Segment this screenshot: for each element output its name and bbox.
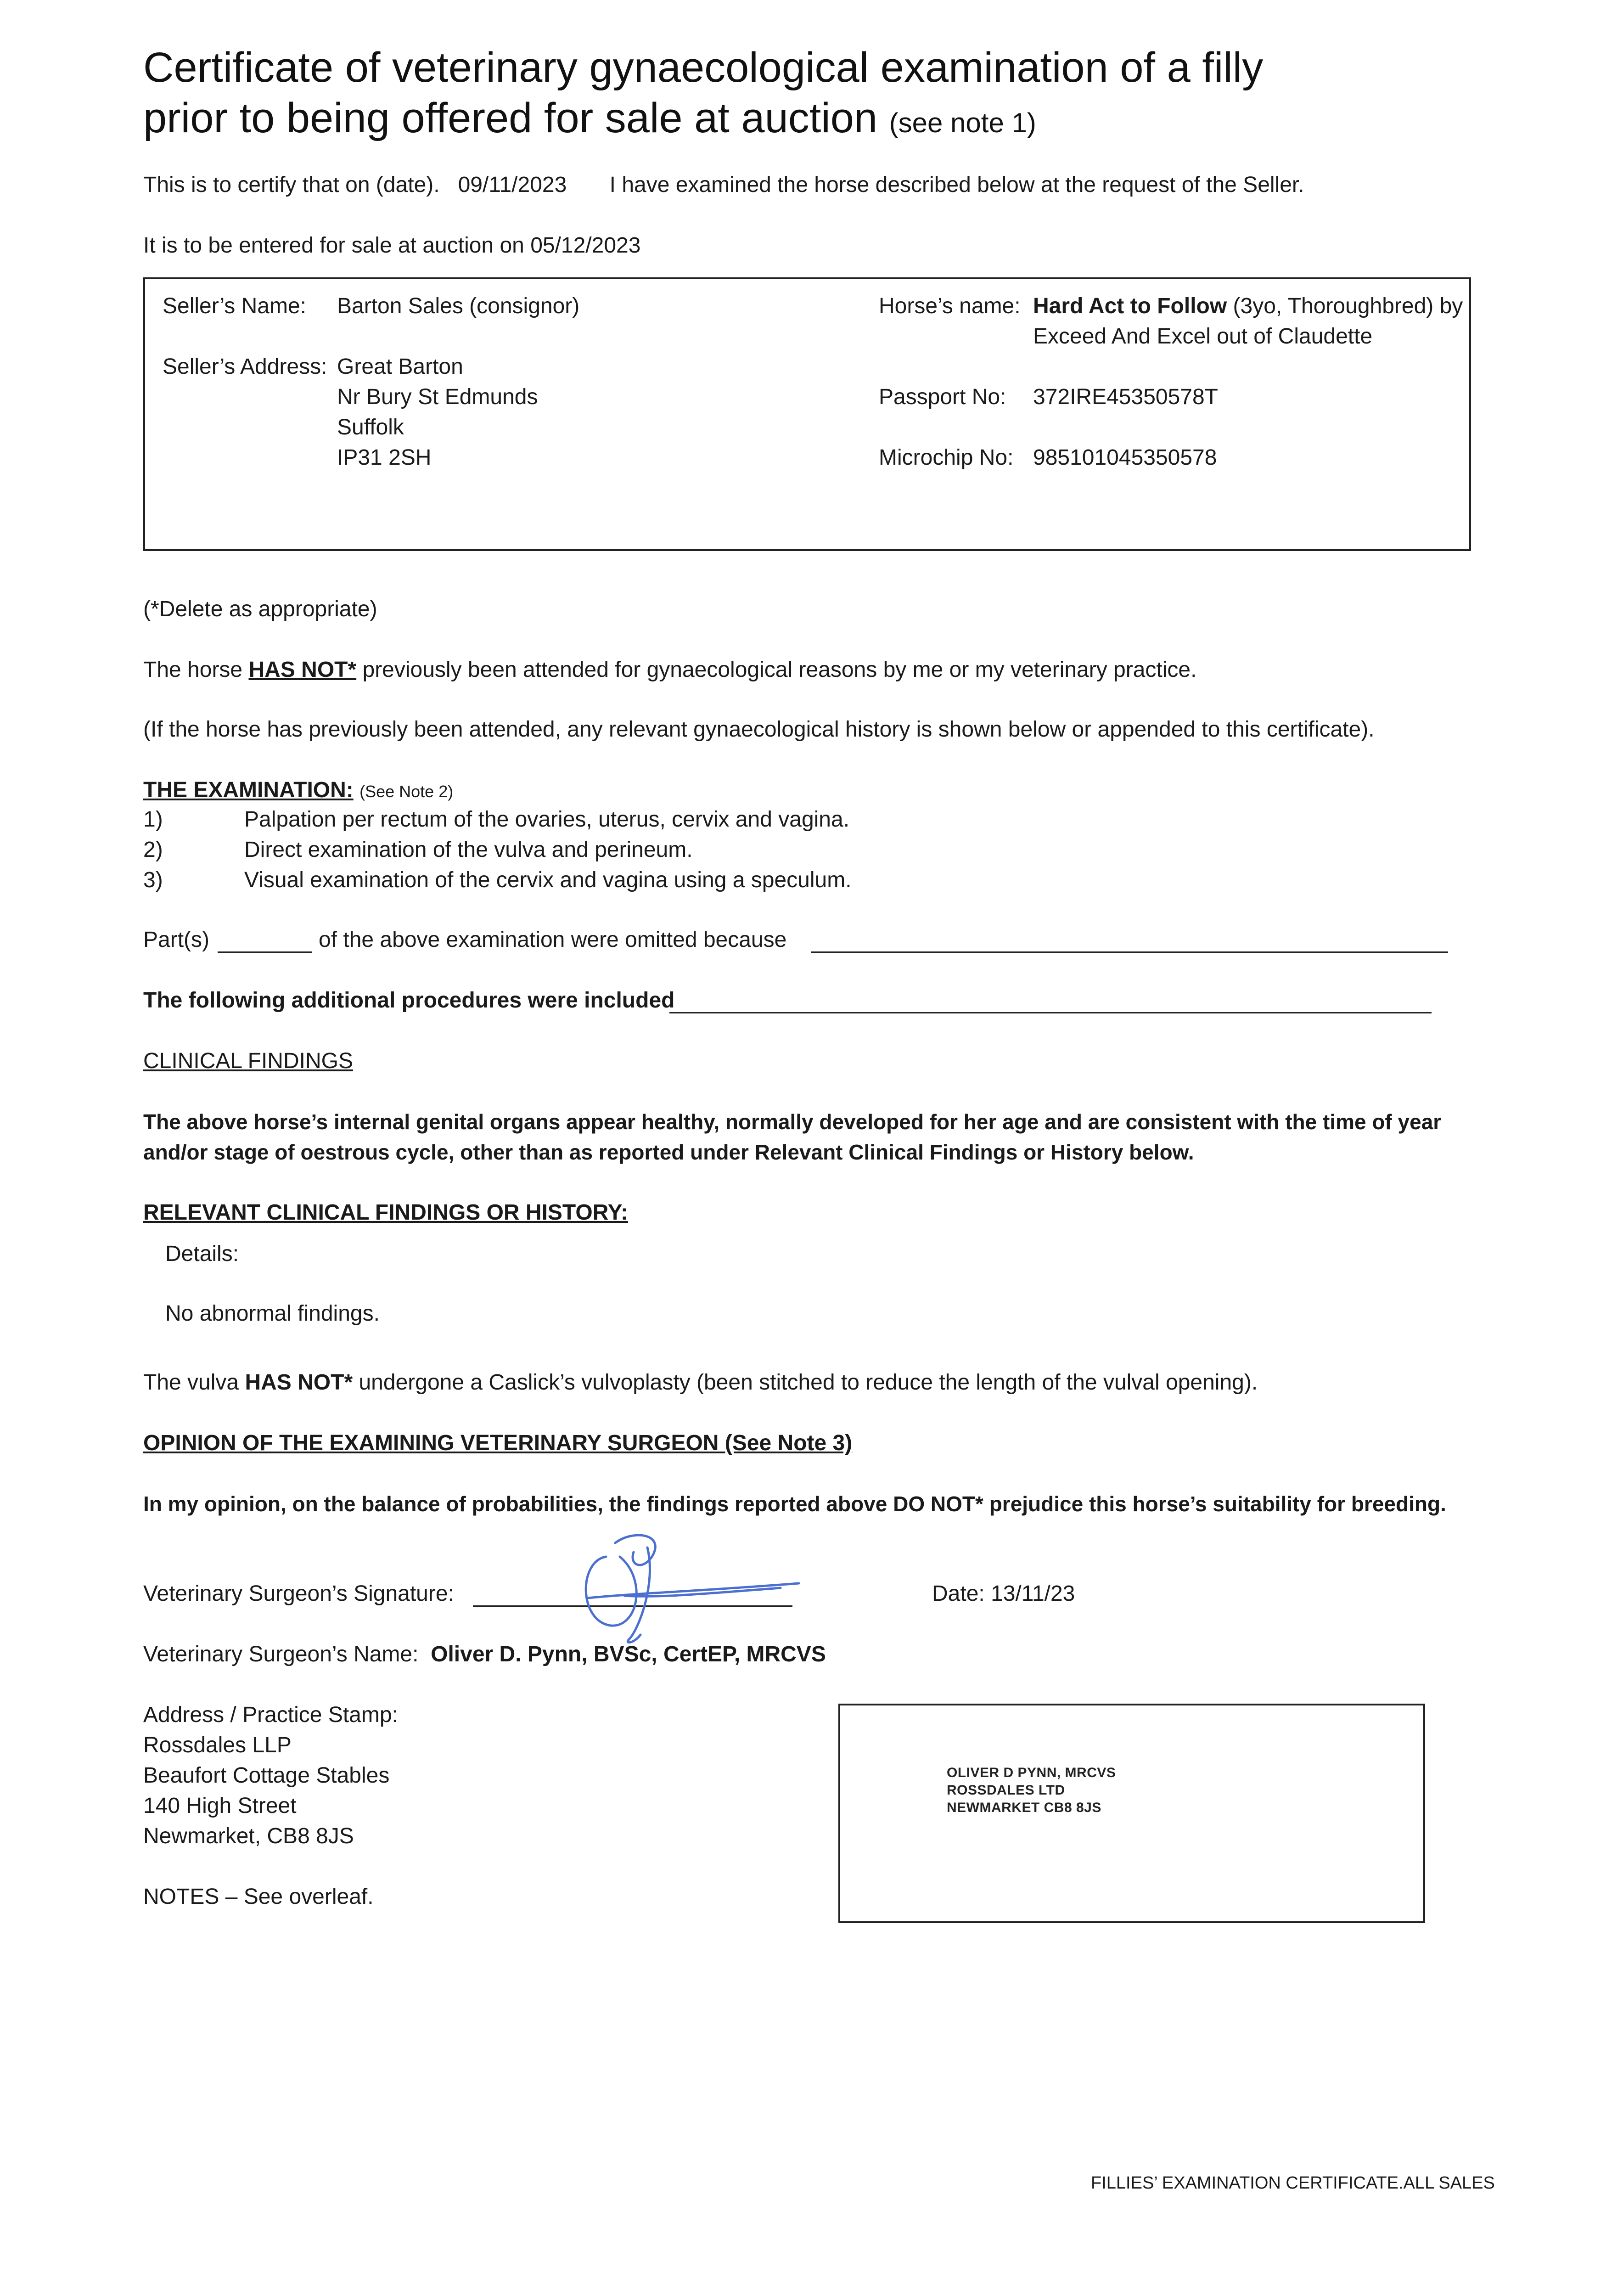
attended-statement: The horse HAS NOT* previously been attended for gynaecological reasons by me or my veterinary practice. — [143, 658, 1197, 682]
horse-name-label: Horse’s name: — [879, 294, 1021, 318]
horse-name: Hard Act to Follow — [1033, 294, 1227, 318]
seller-address-line: Nr Bury St Edmunds — [337, 385, 538, 409]
clinical-findings-heading: CLINICAL FINDINGS — [143, 1049, 353, 1073]
opinion-heading: OPINION OF THE EXAMINING VETERINARY SURGEON (See Note 3) — [143, 1431, 853, 1455]
practice-address-line: Newmarket, CB8 8JS — [143, 1824, 354, 1848]
additional-procedures-line — [669, 1012, 1432, 1013]
seller-name-label: Seller’s Name: — [163, 294, 307, 318]
exam-date: 09/11/2023 — [458, 173, 567, 197]
signature-mark — [560, 1529, 817, 1649]
signature-label: Veterinary Surgeon’s Signature: — [143, 1581, 454, 1606]
seller-address-line: Great Barton — [337, 355, 463, 379]
practice-address-line: 140 High Street — [143, 1794, 297, 1818]
list-item: 1) Palpation per rectum of the ovaries, uterus, cervix and vagina. — [143, 807, 850, 832]
details-text: No abnormal findings. — [165, 1301, 380, 1326]
vulva-status: HAS NOT* — [245, 1370, 353, 1395]
clinical-statement-line-1: The above horse’s internal genital organs appear healthy, normally developed for her age and are consistent with the time of year — [143, 1110, 1442, 1134]
list-item: 3) Visual examination of the cervix and vagina using a speculum. — [143, 868, 852, 892]
omitted-reason-line — [811, 951, 1448, 953]
seller-address-label: Seller’s Address: — [163, 355, 327, 379]
omitted-reason-label: of the above examination were omitted because — [319, 928, 787, 952]
seller-address-line: IP31 2SH — [337, 445, 432, 470]
notes-line: NOTES – See overleaf. — [143, 1885, 374, 1909]
horse-pedigree: Exceed And Excel out of Claudette — [1033, 324, 1373, 349]
attended-status: HAS NOT* — [248, 658, 357, 682]
horse-detail: (3yo, Thoroughbred) by — [1233, 294, 1463, 318]
title-line-2: prior to being offered for sale at auction (see note 1) — [143, 95, 1036, 141]
examination-note: (See Note 2) — [359, 782, 454, 801]
practice-label: Address / Practice Stamp: — [143, 1703, 398, 1727]
practice-stamp-box — [838, 1704, 1425, 1923]
additional-procedures-label: The following additional procedures were included — [143, 988, 675, 1013]
certificate-title — [143, 42, 1263, 148]
seller-address-line: Suffolk — [337, 415, 404, 439]
clinical-statement-line-2: and/or stage of oestrous cycle, other than as reported under Relevant Clinical Findings or History below. — [143, 1140, 1194, 1164]
microchip-number: 985101045350578 — [1033, 445, 1217, 470]
seller-name: Barton Sales (consignor) — [337, 294, 580, 318]
signature-date: Date: 13/11/23 — [932, 1581, 1075, 1606]
title-line-1: Certificate of veterinary gynaecological examination of a filly — [143, 44, 1264, 91]
practice-stamp: OLIVER D PYNN, MRCVS ROSSDALES LTD NEWMARKET CB8 8JS — [947, 1765, 1116, 1815]
vulva-statement: The vulva HAS NOT* undergone a Caslick’s vulvoplasty (been stitched to reduce the length of the vulval opening). — [143, 1370, 1258, 1395]
passport-number: 372IRE45350578T — [1033, 385, 1218, 409]
footer-label: FILLIES’ EXAMINATION CERTIFICATE.ALL SALES — [1091, 2173, 1495, 2193]
list-item: 2) Direct examination of the vulva and perineum. — [143, 838, 693, 862]
surgeon-name: Oliver D. Pynn, BVSc, CertEP, MRCVS — [431, 1642, 826, 1666]
omitted-prefix: Part(s) — [143, 928, 209, 952]
examination-heading: THE EXAMINATION: (See Note 2) — [143, 778, 454, 802]
delete-note: (*Delete as appropriate) — [143, 597, 377, 621]
auction-date-line: It is to be entered for sale at auction on 05/12/2023 — [143, 233, 641, 258]
signature-date-value: 13/11/23 — [991, 1581, 1075, 1606]
relevant-findings-heading: RELEVANT CLINICAL FINDINGS OR HISTORY: — [143, 1200, 629, 1225]
microchip-label: Microchip No: — [879, 445, 1014, 470]
practice-address-line: Beaufort Cottage Stables — [143, 1763, 390, 1788]
passport-label: Passport No: — [879, 385, 1006, 409]
horse-name-field — [1033, 292, 1463, 321]
practice-address-line: Rossdales LLP — [143, 1733, 292, 1757]
omitted-parts-line — [218, 951, 312, 953]
surgeon-name-line: Veterinary Surgeon’s Name: Oliver D. Pynn, BVSc, CertEP, MRCVS — [143, 1642, 826, 1666]
details-label: Details: — [165, 1242, 239, 1266]
certify-line: This is to certify that on (date). 09/11/2023 I have examined the horse described below at the request of the Seller. — [143, 173, 1304, 197]
opinion-statement: In my opinion, on the balance of probabilities, the findings reported above DO NOT* prejudice this horse’s suitability for breeding. — [143, 1492, 1446, 1516]
title-note: (see note 1) — [889, 107, 1036, 138]
history-note: (If the horse has previously been attended, any relevant gynaecological history is shown below or appended to this certificate). — [143, 717, 1375, 742]
